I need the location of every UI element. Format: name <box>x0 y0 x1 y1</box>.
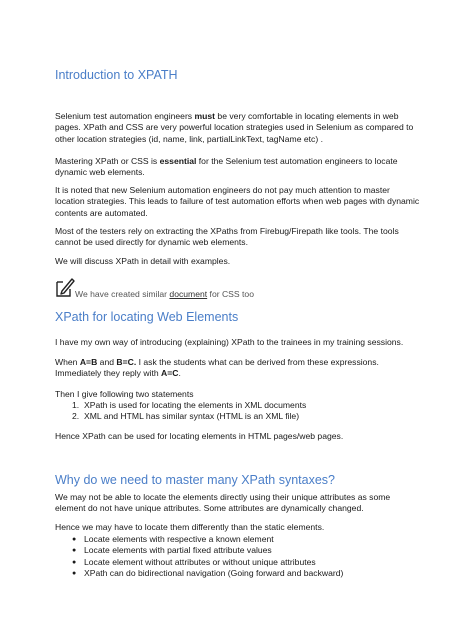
paragraph-introducing: I have my own way of introducing (explaining) XPath to the trainees in my training sessions. <box>55 337 404 347</box>
bullet-icon: ● <box>72 558 77 566</box>
paragraph-noted: It is noted that new Selenium automation engineers do not pay much attention to master location strategies. This leads to failure of test automation efforts when web pages with dynamic contents are automated. <box>55 185 420 218</box>
list-item: 2. XML and HTML has similar syntax (HTML is an XML file) <box>72 411 300 422</box>
paragraph-when: When A=B and B=C. I ask the students what can be derived from these expressions. Immediately they reply with A=C. <box>55 357 379 379</box>
heading-xpath-locating: XPath for locating Web Elements <box>55 310 239 324</box>
bullet-icon: ● <box>72 536 77 543</box>
emphasis-must: must <box>194 111 216 121</box>
heading-introduction: Introduction to XPATH <box>55 68 178 82</box>
list-item: ● Locate elements with respective a known element <box>72 534 274 544</box>
css-note <box>55 276 435 300</box>
paragraph-unique: We may not be able to locate the elements directly using their unique attributes as some element do not have unique attributes. Some attributes are dynamically changed. <box>55 492 391 514</box>
edit-note-icon <box>55 276 75 298</box>
paragraph-mastering: Mastering XPath or CSS is essential for the Selenium test automation engineers to locate dynamic web elements. <box>55 156 398 178</box>
list-item: ● XPath can do bidirectional navigation (Going forward and backward) <box>72 568 344 579</box>
paragraph-differently: Hence we may have to locate them differently than the static elements. <box>55 522 325 532</box>
emphasis-essential: essential <box>159 156 197 166</box>
list-item: ● Locate elements with partial fixed attribute values <box>72 545 272 556</box>
paragraph-then: Then I give following two statements <box>55 389 194 399</box>
ordered-list <box>72 400 307 423</box>
paragraph-testers: Most of the testers rely on extracting the XPaths from Firebug/Firepath like tools. The tools cannot be used directly for dynamic web elements. <box>55 226 399 248</box>
bullet-icon: ● <box>72 547 77 555</box>
list-item: 1. XPath is used for locating the elements in XML documents <box>72 400 307 410</box>
bullet-list <box>72 534 344 580</box>
list-item: ● Locate element without attributes or without unique attributes <box>72 556 316 567</box>
paragraph-intro: Selenium test automation engineers must be very comfortable in locating elements in web pages. XPath and CSS are very powerful location strategies used in Selenium as compared to other location strategies (id, name, link, partialLinkText, tagName etc) . <box>55 111 414 144</box>
heading-why-master: Why do we need to master many XPath syntaxes? <box>55 473 335 487</box>
note-text: We have created similar document for CSS too <box>75 289 254 299</box>
bullet-icon: ● <box>72 570 77 578</box>
paragraph-discuss: We will discuss XPath in detail with examples. <box>55 256 231 266</box>
document-link[interactable]: document <box>169 289 208 299</box>
paragraph-hence: Hence XPath can be used for locating elements in HTML pages/web pages. <box>55 431 344 441</box>
